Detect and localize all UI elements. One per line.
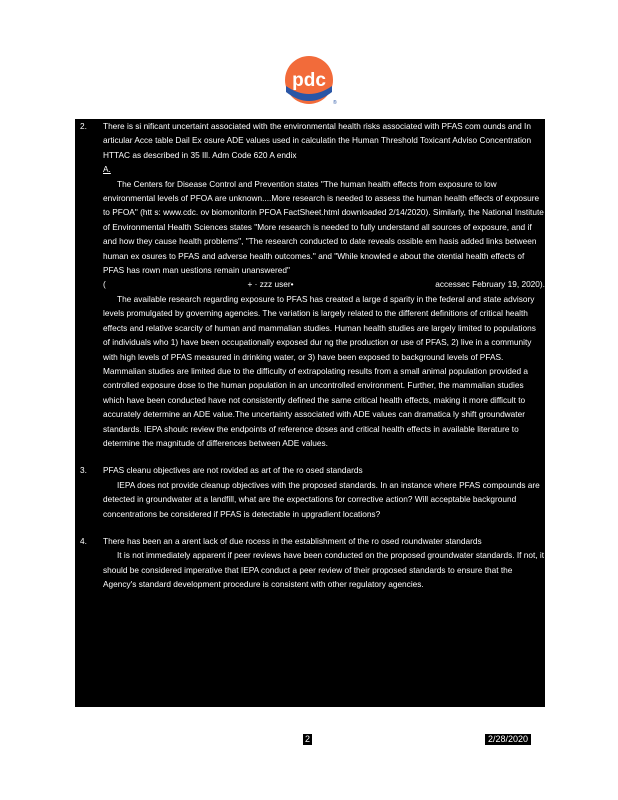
- link-line: [103, 277, 545, 291]
- item-number: 4.: [80, 535, 87, 546]
- link-line-mid[interactable]: + · zzz user•: [247, 279, 294, 290]
- paragraph: The Centers for Disease Control and Prevention states "The human health effects from exposure to low environmental levels of PFOA are unknown....More research is needed to assess the human health effects of exposure to PFOA" (htt s: www.cdc. ov biomonitorin PFOA FactSheet.html downloaded 2/14/2020). Similarly, the National Institute of Environmental Health Sciences states "More research is needed to fully understand all sources of exposure, and if and how they cause health problems", "The research conducted to date reveals ossible em hasis added links between human ex osures to PFAS and adverse health outcomes." and "While knowled e about the otential health effects of PFAS has rown man uestions remain unanswered": [103, 178, 544, 276]
- paragraph: It is not immediately apparent if peer reviews have been conducted on the proposed groundwater standards. If not, it should be considered imperative that IEPA conduct a peer review of their proposed standards to ensure that the Agency's standard development procedure is consistent with other regulatory agencies.: [103, 550, 545, 590]
- pdc-logo: [281, 52, 337, 108]
- document-body: [75, 119, 545, 707]
- item-heading: PFAS cleanu objectives are not rovided as art of the ro osed standards: [103, 465, 363, 476]
- list-item-2: [75, 119, 545, 450]
- spacer: [75, 521, 545, 534]
- item-heading: [103, 119, 545, 177]
- item-heading: There has been an a arent lack of due rocess in the establishment of the ro osed roundwater standards: [103, 535, 482, 546]
- paragraph: The available research regarding exposure to PFAS has created a large d sparity in the federal and state advisory levels promulgated by governing agencies. The variation is largely related to the different definitions of critical health effects and relative scarcity of human and mammalian studies. Human health studies are largely limited to populations of individuals who 1) have been occupationally exposed dur ng the production or use of PFAS, 2) live in a community with high levels of PFAS measured in drinking water, or 3) have been exposed to background levels of PFAS. Mammalian studies are limited due to the difficulty of extrapolating results from a small animal population provided a controlled exposure dose to the human population in an uncontrolled environment. Further, the mammalian studies which have been conducted have not consistently defined the same critical health effects, making it more difficult to accurately determine an ADE value.The uncertainty associated with ADE values can dramatica ly shift groundwater standards. IEPA shoulc review the endpoints of reference doses and critical health effects in available literature to determine the magnitude of differences between ADE values.: [103, 293, 536, 448]
- item-number: 2.: [80, 121, 87, 131]
- page-number: 2: [305, 734, 311, 744]
- item-heading-text: There is si nificant uncertaint associated with the environmental health risks associated with PFAS com ounds and In articular Acce table Dail Ex osure ADE values used in calculatin the Human Threshold Toxicant Adviso Concentration HTTAC as described in 35 Ill. Adm Code 620 A endix: [103, 121, 532, 160]
- logo-registered-mark: ®: [333, 100, 337, 106]
- list-item-3: [75, 463, 545, 521]
- paragraph: IEPA does not provide cleanup objectives with the proposed standards. In an instance where PFAS compounds are detected in groundwater at a landfill, what are the expectations for corrective action? Will acceptable background concentrations be considered if PFAS is detectable in upgradient locations?: [103, 479, 540, 519]
- link-line-start: (: [103, 279, 106, 290]
- link-line-end: accessec February 19, 2020).: [435, 279, 545, 290]
- list-item-4: [75, 534, 545, 592]
- footer-date: 2/28/2020: [485, 734, 531, 745]
- logo-text: pdc: [292, 70, 326, 91]
- item-number: 3.: [80, 465, 87, 476]
- item-heading-end: A.: [103, 164, 111, 175]
- spacer: [75, 450, 545, 463]
